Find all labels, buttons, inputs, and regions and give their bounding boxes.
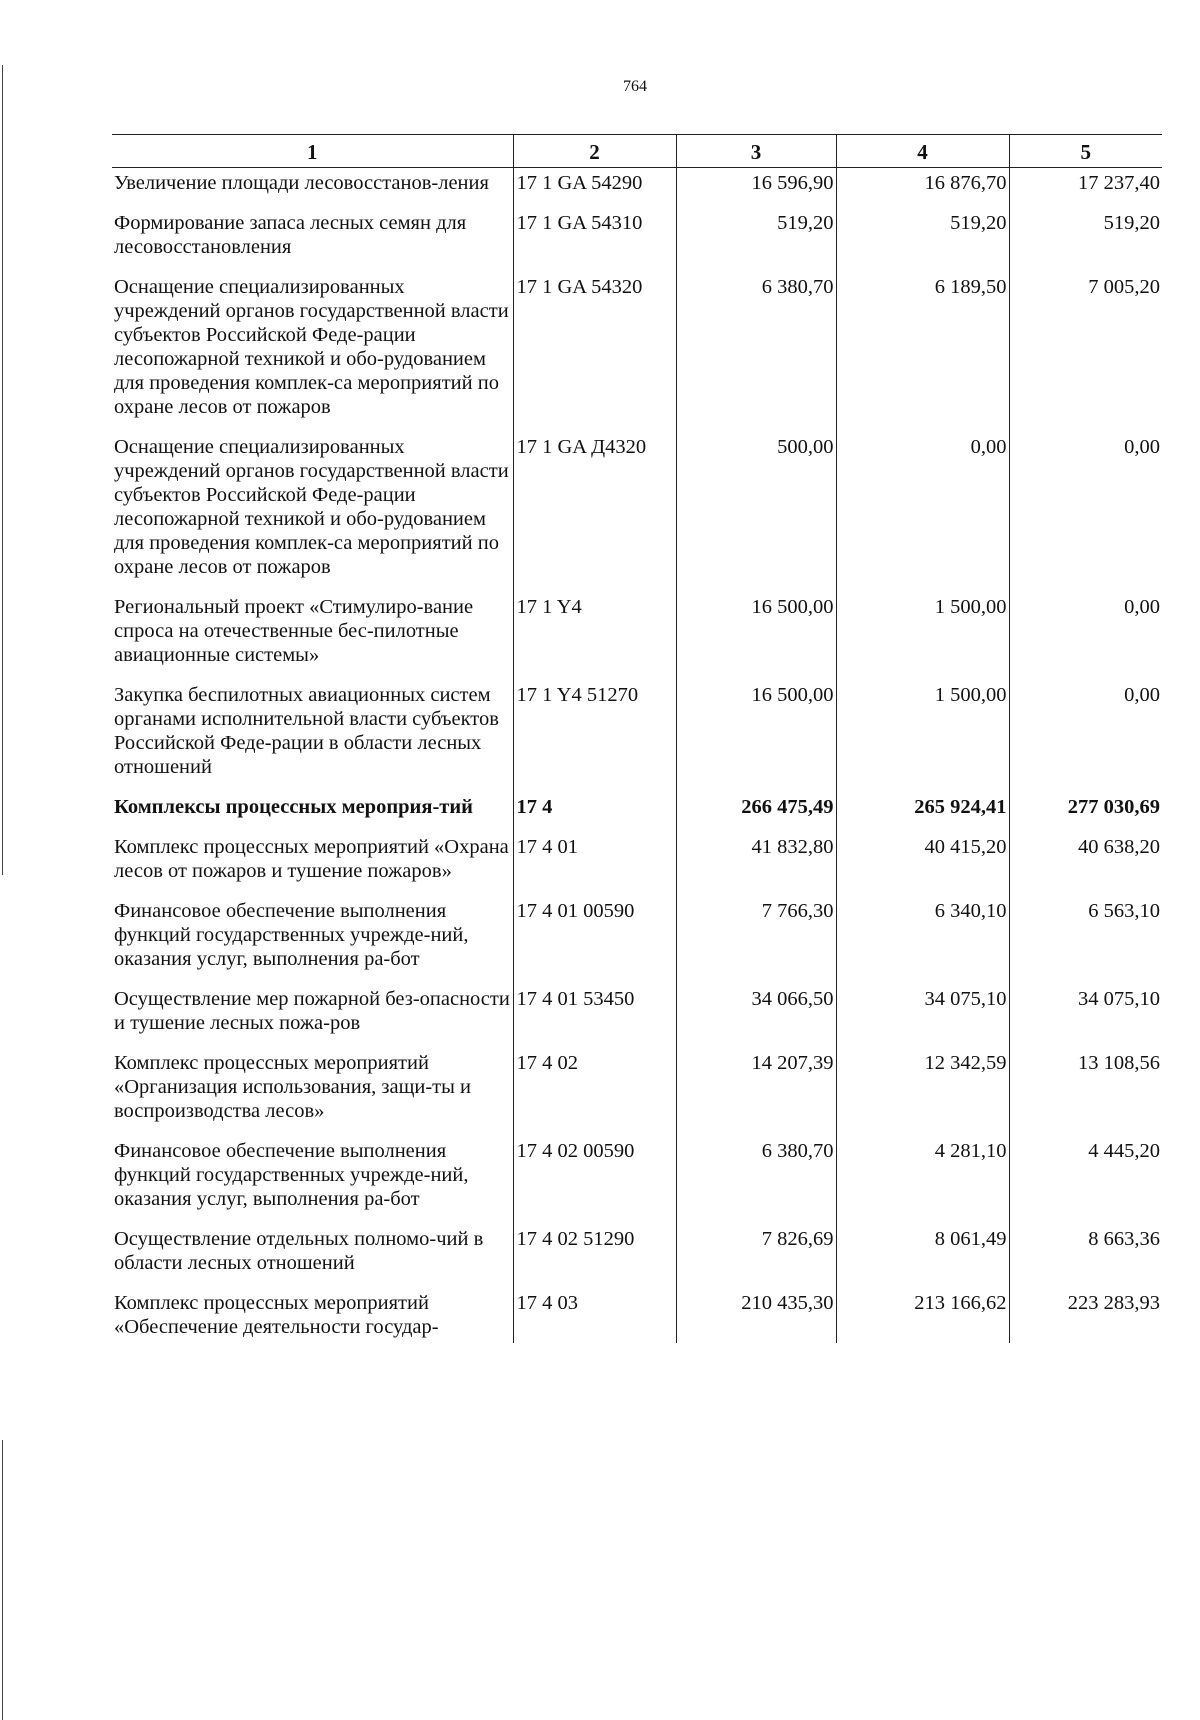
- scan-edge-line: [2, 1440, 3, 1720]
- column-header-1: 1: [112, 135, 513, 168]
- row-code: 17 4 01: [513, 835, 676, 899]
- scan-edge-line: [2, 65, 3, 875]
- row-name: Оснащение специализированных учреждений органов государственной власти субъектов Российской Феде-рации лесопожарной техникой и обо-рудованием для проведения комплек-са мероприятий по охране лесов от пожаров: [114, 436, 509, 578]
- row-value-col5: 13 108,56: [1009, 1051, 1162, 1139]
- row-value-col5: 0,00: [1009, 683, 1162, 795]
- row-value-col5: 519,20: [1009, 211, 1162, 275]
- table-row: [112, 899, 1162, 987]
- row-value-col4: 0,00: [836, 435, 1009, 595]
- row-code: 17 1 GA Д4320: [513, 435, 676, 595]
- row-value-col3: 500,00: [676, 435, 836, 595]
- row-value-col4: 6 189,50: [836, 275, 1009, 435]
- row-code: 17 4 03: [513, 1291, 676, 1343]
- row-value-col4: 40 415,20: [836, 835, 1009, 899]
- row-name: Комплекс процессных мероприятий «Организация использования, защи-ты и воспроизводства лесов»: [114, 1052, 472, 1122]
- table-row: [112, 795, 1162, 835]
- column-header-2: 2: [513, 135, 676, 168]
- row-name: Комплекс процессных мероприятий «Охрана лесов от пожаров и тушение пожаров»: [114, 836, 509, 882]
- row-value-col3: 16 500,00: [676, 683, 836, 795]
- row-name: Увеличение площади лесовосстанов-ления: [114, 172, 489, 194]
- row-value-col4: 16 876,70: [836, 168, 1009, 212]
- table-row: [112, 595, 1162, 683]
- row-name: Финансовое обеспечение выполнения функций государственных учрежде-ний, оказания услуг, выполнения ра-бот: [114, 900, 469, 970]
- row-value-col5: 0,00: [1009, 435, 1162, 595]
- budget-table: [112, 134, 1162, 1343]
- row-name: Региональный проект «Стимулиро-вание спроса на отечественные бес-пилотные авиационные системы»: [114, 596, 474, 666]
- table-header: [112, 135, 1162, 168]
- row-value-col4: 8 061,49: [836, 1227, 1009, 1291]
- row-name: Осуществление мер пожарной без-опасности и тушение лесных пожа-ров: [114, 988, 510, 1034]
- row-name: Закупка беспилотных авиационных систем органами исполнительной власти субъектов Российской Феде-рации в области лесных отношений: [114, 684, 499, 778]
- table-row: [112, 275, 1162, 435]
- row-value-col5: 17 237,40: [1009, 168, 1162, 212]
- row-code: 17 4 02 00590: [513, 1139, 676, 1227]
- row-value-col3: 519,20: [676, 211, 836, 275]
- row-value-col3: 16 500,00: [676, 595, 836, 683]
- row-value-col3: 6 380,70: [676, 1139, 836, 1227]
- row-code: 17 4 02: [513, 1051, 676, 1139]
- table-row: [112, 211, 1162, 275]
- row-value-col5: 34 075,10: [1009, 987, 1162, 1051]
- row-value-col4: 34 075,10: [836, 987, 1009, 1051]
- row-value-col4: 1 500,00: [836, 595, 1009, 683]
- row-value-col4: 6 340,10: [836, 899, 1009, 987]
- row-value-col3: 41 832,80: [676, 835, 836, 899]
- table-body: [112, 168, 1162, 1344]
- row-value-col4: 1 500,00: [836, 683, 1009, 795]
- row-value-col4: 265 924,41: [836, 795, 1009, 835]
- row-value-col5: 7 005,20: [1009, 275, 1162, 435]
- row-code: 17 1 GA 54310: [513, 211, 676, 275]
- row-value-col3: 210 435,30: [676, 1291, 836, 1343]
- row-value-col5: 223 283,93: [1009, 1291, 1162, 1343]
- table-row: [112, 987, 1162, 1051]
- row-value-col5: 6 563,10: [1009, 899, 1162, 987]
- row-value-col3: 16 596,90: [676, 168, 836, 212]
- row-value-col3: 7 766,30: [676, 899, 836, 987]
- row-value-col4: 519,20: [836, 211, 1009, 275]
- row-value-col3: 6 380,70: [676, 275, 836, 435]
- row-name: Комплекс процессных мероприятий «Обеспечение деятельности государ-: [114, 1292, 439, 1338]
- row-code: 17 4: [513, 795, 676, 835]
- row-value-col3: 7 826,69: [676, 1227, 836, 1291]
- row-code: 17 1 GA 54290: [513, 168, 676, 212]
- column-header-3: 3: [676, 135, 836, 168]
- table-row: [112, 168, 1162, 212]
- row-value-col4: 4 281,10: [836, 1139, 1009, 1227]
- table-row: [112, 435, 1162, 595]
- page-number: 764: [623, 78, 647, 95]
- row-value-col5: 40 638,20: [1009, 835, 1162, 899]
- row-code: 17 4 01 00590: [513, 899, 676, 987]
- row-value-col3: 266 475,49: [676, 795, 836, 835]
- column-header-5: 5: [1009, 135, 1162, 168]
- row-name: Финансовое обеспечение выполнения функций государственных учрежде-ний, оказания услуг, выполнения ра-бот: [114, 1140, 469, 1210]
- table-row: [112, 1227, 1162, 1291]
- table-row: [112, 1051, 1162, 1139]
- header-row: [112, 135, 1162, 168]
- row-value-col3: 14 207,39: [676, 1051, 836, 1139]
- table-row: [112, 683, 1162, 795]
- row-name: Комплексы процессных мероприя-тий: [114, 796, 473, 818]
- row-code: 17 1 GA 54320: [513, 275, 676, 435]
- table-row: [112, 835, 1162, 899]
- table-row: [112, 1291, 1162, 1343]
- row-value-col3: 34 066,50: [676, 987, 836, 1051]
- row-value-col4: 12 342,59: [836, 1051, 1009, 1139]
- column-header-4: 4: [836, 135, 1009, 168]
- table-row: [112, 1139, 1162, 1227]
- row-value-col5: 8 663,36: [1009, 1227, 1162, 1291]
- row-name: Осуществление отдельных полномо-чий в области лесных отношений: [114, 1228, 484, 1274]
- row-code: 17 4 01 53450: [513, 987, 676, 1051]
- row-value-col4: 213 166,62: [836, 1291, 1009, 1343]
- row-code: 17 4 02 51290: [513, 1227, 676, 1291]
- row-name: Оснащение специализированных учреждений органов государственной власти субъектов Российской Феде-рации лесопожарной техникой и обо-рудованием для проведения комплек-са мероприятий по охране лесов от пожаров: [114, 276, 509, 418]
- row-value-col5: 277 030,69: [1009, 795, 1162, 835]
- row-code: 17 1 Y4: [513, 595, 676, 683]
- row-value-col5: 4 445,20: [1009, 1139, 1162, 1227]
- row-code: 17 1 Y4 51270: [513, 683, 676, 795]
- row-value-col5: 0,00: [1009, 595, 1162, 683]
- row-name: Формирование запаса лесных семян для лесовосстановления: [114, 212, 467, 258]
